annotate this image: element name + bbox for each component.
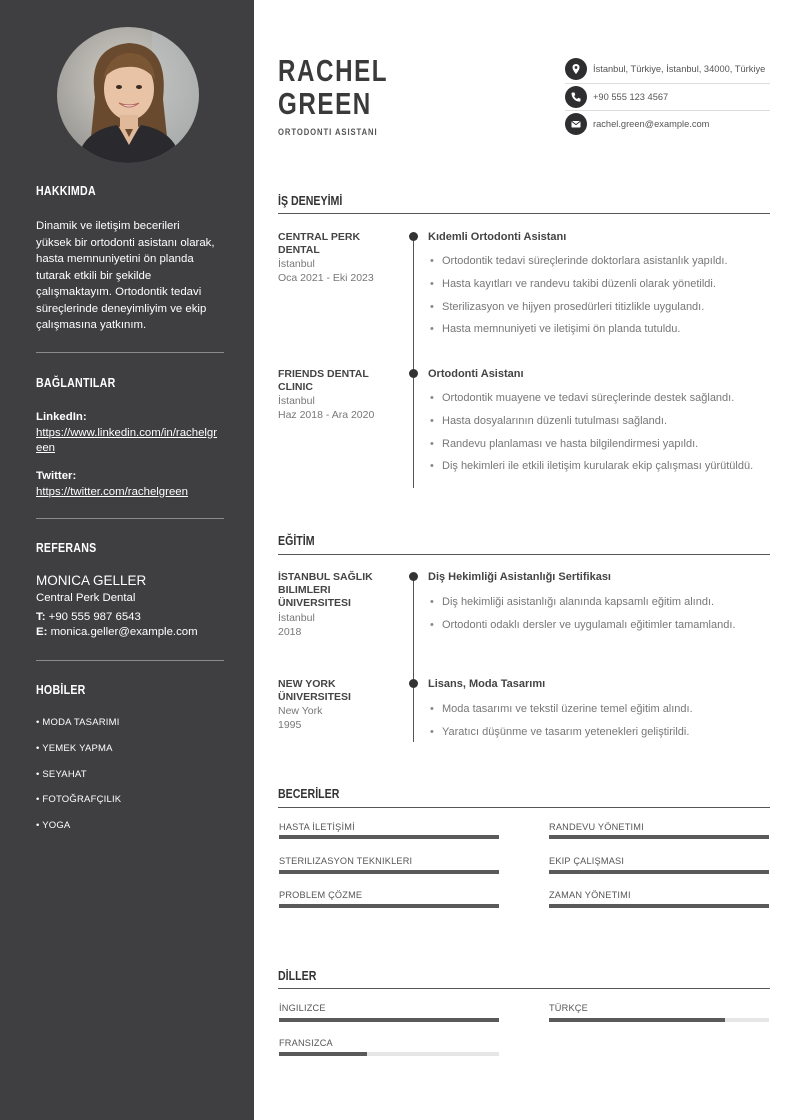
experience-org: FRIENDS DENTAL CLINIC: [278, 368, 369, 393]
skill-bar-fill: [549, 904, 769, 908]
language-bar: [279, 1018, 499, 1022]
education-dates: 1995: [278, 719, 302, 731]
experience-dates: Haz 2018 - Ara 2020: [278, 409, 375, 421]
experience-bullet: • Ortodontik muayene ve tedavi süreçlerinde destek sağlandı.: [430, 391, 760, 406]
experience-bullet: • Randevu planlaması ve hasta bilgilendirmesi yapıldı.: [430, 437, 760, 452]
education-bullet: • Moda tasarımı ve tekstil üzerine temel eğitim alındı.: [430, 702, 760, 717]
about-heading: HAKKIMDA: [36, 184, 96, 198]
about-text: Dinamik ve iletişim becerileri yüksek bir ortodonti asistanı olarak, hasta memnuniyetini ön planda tutarak etkili bir şekilde çalışmaktayım. Ortodontik tedavi süreçlerinde deneyimliyim ve ekip çalışmasına yatkınım.: [36, 220, 215, 331]
language-bar: [279, 1052, 499, 1056]
divider: [565, 110, 770, 111]
reference-phone-row: [36, 611, 141, 623]
mail-icon: [565, 113, 587, 135]
linkedin-block: [36, 409, 218, 457]
avatar: [57, 27, 199, 163]
skill-bar: [549, 904, 769, 908]
linkedin-link[interactable]: https://www.linkedin.com/in/rachelgreen: [36, 426, 218, 454]
section-rule: [278, 554, 770, 555]
skill-label: EKIP ÇALIŞMASI: [549, 856, 625, 866]
skill-bar: [279, 904, 499, 908]
sidebar: [0, 0, 254, 1120]
section-rule: [278, 807, 770, 808]
experience-dates: Oca 2021 - Eki 2023: [278, 272, 374, 284]
timeline-dot: [409, 369, 418, 378]
reference-name: MONICA GELLER: [36, 573, 147, 588]
profile-photo: [57, 27, 199, 163]
experience-heading: İŞ DENEYİMİ: [278, 194, 343, 208]
contact-address-row: [565, 58, 770, 80]
section-rule: [278, 988, 770, 989]
last-name: GREEN: [278, 86, 372, 121]
education-bullet: • Diş hekimliği asistanlığı alanında kapsamlı eğitim alındı.: [430, 595, 760, 610]
education-bullet: • Ortodonti odaklı dersler ve uygulamalı eğitimler tamamlandı.: [430, 618, 766, 633]
education-degree: Diş Hekimliği Asistanlığı Sertifikası: [428, 571, 611, 583]
education-org: İSTANBUL SAĞLIK BILIMLERI ÜNIVERSITESI: [278, 571, 373, 609]
links-heading: BAĞLANTILAR: [36, 376, 116, 390]
experience-bullet: • Hasta memnuniyeti ve iletişimi ön planda tutuldu.: [430, 322, 760, 337]
divider: [36, 660, 224, 661]
language-bar: [549, 1018, 769, 1022]
education-dates: 2018: [278, 626, 302, 638]
language-label: FRANSIZCA: [279, 1038, 333, 1048]
education-city: New York: [278, 705, 323, 717]
contact-phone: +90 555 123 4567: [593, 91, 669, 102]
linkedin-label: LinkedIn:: [36, 411, 87, 423]
reference-phone: +90 555 987 6543: [48, 611, 141, 623]
hobby-item: • YEMEK YAPMA: [36, 743, 113, 754]
education-city: İstanbul: [278, 612, 315, 624]
education-degree: Lisans, Moda Tasarımı: [428, 678, 546, 690]
skill-label: HASTA İLETİŞİMİ: [279, 822, 355, 832]
divider: [565, 83, 770, 84]
reference-company: Central Perk Dental: [36, 592, 136, 604]
skill-label: ZAMAN YÖNETIMI: [549, 890, 631, 900]
twitter-block: [36, 468, 218, 500]
skill-bar: [279, 870, 499, 874]
skill-bar-fill: [549, 870, 769, 874]
location-pin-icon: [565, 58, 587, 80]
hobby-item: • MODA TASARIMI: [36, 717, 120, 728]
contact-phone-row: [565, 86, 770, 108]
skill-bar-fill: [279, 870, 499, 874]
timeline-dot: [409, 572, 418, 581]
skill-bar: [549, 835, 769, 839]
skill-bar-fill: [279, 835, 499, 839]
experience-org: CENTRAL PERK DENTAL: [278, 231, 361, 256]
language-bar-fill: [279, 1018, 499, 1022]
language-bar-fill: [279, 1052, 367, 1056]
skills-heading: BECERİLER: [278, 787, 340, 801]
education-org: NEW YORK ÜNIVERSITESI: [278, 678, 351, 703]
job-title: ORTODONTI ASISTANI: [278, 127, 378, 137]
skill-label: RANDEVU YÖNETIMI: [549, 822, 644, 832]
education-heading: EĞİTİM: [278, 534, 315, 548]
experience-bullet: • Diş hekimleri ile etkili iletişim kurularak ekip çalışması yürütüldü.: [430, 459, 756, 474]
twitter-label: Twitter:: [36, 470, 77, 482]
language-label: TÜRKÇE: [549, 1003, 588, 1013]
timeline-dot: [409, 232, 418, 241]
experience-city: İstanbul: [278, 395, 315, 407]
experience-timeline: [413, 237, 414, 488]
skill-label: PROBLEM ÇÖZME: [279, 890, 363, 900]
first-name: RACHEL: [278, 53, 389, 88]
experience-bullet: • Hasta kayıtları ve randevu takibi düzenli olarak yönetildi.: [430, 277, 760, 292]
experience-bullet: • Sterilizasyon ve hijyen prosedürleri titizlikle uygulandı.: [430, 300, 760, 315]
experience-role: Ortodonti Asistanı: [428, 368, 524, 380]
languages-heading: DİLLER: [278, 969, 317, 983]
timeline-dot: [409, 679, 418, 688]
twitter-link[interactable]: https://twitter.com/rachelgreen: [36, 485, 188, 498]
reference-phone-label: T:: [36, 611, 46, 623]
experience-bullet: • Ortodontik tedavi süreçlerinde doktorlara asistanlık yapıldı.: [430, 254, 760, 269]
education-bullet: • Yaratıcı düşünme ve tasarım yetenekleri geliştirildi.: [430, 725, 760, 740]
language-bar-fill: [549, 1018, 725, 1022]
hobbies-heading: HOBİLER: [36, 683, 86, 697]
hobby-item: • FOTOĞRAFÇILIK: [36, 794, 122, 805]
candidate-name: [278, 54, 388, 120]
contact-email[interactable]: rachel.green@example.com: [593, 118, 710, 129]
divider: [36, 352, 224, 353]
hobby-item: • SEYAHAT: [36, 769, 87, 780]
skill-label: STERILIZASYON TEKNIKLERI: [279, 856, 413, 866]
skill-bar: [279, 835, 499, 839]
reference-heading: REFERANS: [36, 541, 97, 555]
contact-address: İstanbul, Türkiye, İstanbul, 34000, Türkiye: [593, 63, 766, 74]
skill-bar: [549, 870, 769, 874]
reference-email-row: [36, 626, 198, 638]
reference-email-label: E:: [36, 626, 48, 638]
skill-bar-fill: [549, 835, 769, 839]
divider: [36, 518, 224, 519]
reference-email: monica.geller@example.com: [50, 626, 198, 638]
language-label: İNGILIZCE: [279, 1003, 326, 1013]
section-rule: [278, 213, 770, 214]
contact-email-row: [565, 113, 770, 135]
skill-bar-fill: [279, 904, 499, 908]
experience-role: Kıdemli Ortodonti Asistanı: [428, 231, 567, 243]
education-timeline: [413, 577, 414, 742]
experience-bullet: • Hasta dosyalarının düzenli tutulması sağlandı.: [430, 414, 760, 429]
experience-city: İstanbul: [278, 258, 315, 270]
phone-icon: [565, 86, 587, 108]
hobby-item: • YOGA: [36, 820, 71, 831]
